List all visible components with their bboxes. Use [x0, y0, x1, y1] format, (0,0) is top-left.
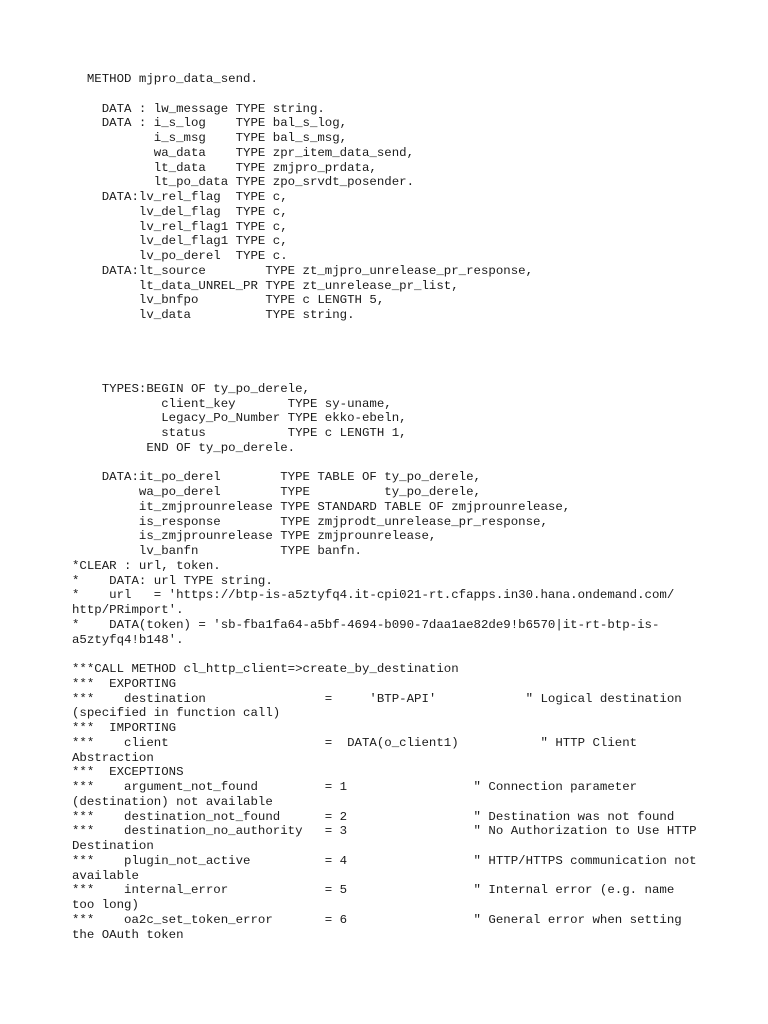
code-line: Abstraction	[72, 750, 154, 765]
code-line: the OAuth token	[72, 927, 184, 942]
code-line	[72, 87, 712, 102]
code-line: Legacy_Po_Number TYPE ekko-ebeln,	[72, 411, 407, 426]
code-line: DATA : i_s_log TYPE bal_s_log,	[72, 116, 348, 131]
code-line: (destination) not available	[72, 794, 273, 809]
code-line: available	[72, 868, 139, 883]
code-line: lv_data TYPE string.	[72, 308, 355, 322]
code-line: lt_po_data TYPE zpo_srvdt_posender.	[72, 175, 415, 190]
code-line: *** destination_no_authority = 3 " No Authorization to Use HTTP	[72, 824, 697, 839]
code-line	[72, 367, 712, 382]
code-line: DATA : lw_message TYPE string.	[72, 101, 325, 116]
code-line	[72, 647, 712, 662]
code-line: *** IMPORTING	[72, 721, 177, 735]
code-line: DATA:lt_source TYPE zt_mjpro_unrelease_pr_response,	[72, 263, 534, 278]
code-line: it_zmjprounrelease TYPE STANDARD TABLE OF zmjprounrelease,	[72, 499, 571, 514]
code-line: *** internal_error = 5 " Internal error (e.g. name	[72, 883, 675, 898]
code-line: DATA:lv_rel_flag TYPE c,	[72, 190, 288, 204]
code-line: *** EXPORTING	[72, 676, 177, 691]
code-line: *** argument_not_found = 1 " Connection parameter	[72, 780, 638, 794]
code-line	[72, 323, 712, 338]
code-line: *** EXCEPTIONS	[72, 765, 184, 780]
code-line: lt_data TYPE zmjpro_prdata,	[72, 160, 377, 175]
code-line	[72, 456, 712, 471]
code-line: *** destination_not_found = 2 " Destination was not found	[72, 809, 675, 824]
code-line: *** oa2c_set_token_error = 6 " General error when setting	[72, 912, 682, 927]
code-line: lv_del_flag TYPE c,	[72, 204, 288, 219]
code-line: client_key TYPE sy-uname,	[72, 396, 392, 411]
code-line: DATA:it_po_derel TYPE TABLE OF ty_po_derele,	[72, 470, 481, 485]
code-line: i_s_msg TYPE bal_s_msg,	[72, 131, 348, 145]
code-line: * url = 'https://btp-is-a5ztyfq4.it-cpi021-rt.cfapps.in30.hana.ondemand.com/	[72, 588, 675, 603]
code-line: * DATA: url TYPE string.	[72, 573, 273, 588]
code-line: lv_bnfpo TYPE c LENGTH 5,	[72, 293, 385, 308]
code-line: http/PRimport'.	[72, 603, 184, 617]
code-line: status TYPE c LENGTH 1,	[72, 426, 407, 440]
abap-code-block	[72, 72, 712, 942]
code-line: a5ztyfq4!b148'.	[72, 632, 184, 647]
code-line: *** client = DATA(o_client1) " HTTP Client	[72, 735, 638, 750]
code-line: wa_po_derel TYPE ty_po_derele,	[72, 485, 481, 499]
code-line: ***CALL METHOD cl_http_client=>create_by_destination	[72, 662, 459, 676]
code-line: * DATA(token) = 'sb-fba1fa64-a5bf-4694-b090-7daa1ae82de9!b6570|it-rt-btp-is-	[72, 617, 660, 632]
code-line	[72, 338, 712, 353]
code-line: lt_data_UNREL_PR TYPE zt_unrelease_pr_list,	[72, 278, 459, 293]
code-line: too long)	[72, 898, 139, 912]
code-line: lv_del_flag1 TYPE c,	[72, 234, 288, 249]
code-line	[72, 352, 712, 367]
code-line: lv_po_derel TYPE c.	[72, 249, 288, 263]
code-line: END OF ty_po_derele.	[72, 440, 296, 455]
code-line: (specified in function call)	[72, 706, 281, 721]
code-line: Destination	[72, 839, 154, 853]
code-line: *** destination = 'BTP-API' " Logical destination	[72, 691, 682, 706]
code-line: *** plugin_not_active = 4 " HTTP/HTTPS communication not	[72, 853, 697, 868]
code-line: METHOD mjpro_data_send.	[72, 72, 258, 86]
code-line: *CLEAR : url, token.	[72, 558, 221, 573]
code-line: is_response TYPE zmjprodt_unrelease_pr_response,	[72, 514, 548, 529]
code-line: lv_rel_flag1 TYPE c,	[72, 219, 288, 234]
code-line: is_zmjprounrelease TYPE zmjprounrelease,	[72, 529, 437, 544]
code-line: TYPES:BEGIN OF ty_po_derele,	[72, 381, 310, 396]
code-line: wa_data TYPE zpr_item_data_send,	[72, 145, 415, 160]
code-line: lv_banfn TYPE banfn.	[72, 544, 362, 558]
